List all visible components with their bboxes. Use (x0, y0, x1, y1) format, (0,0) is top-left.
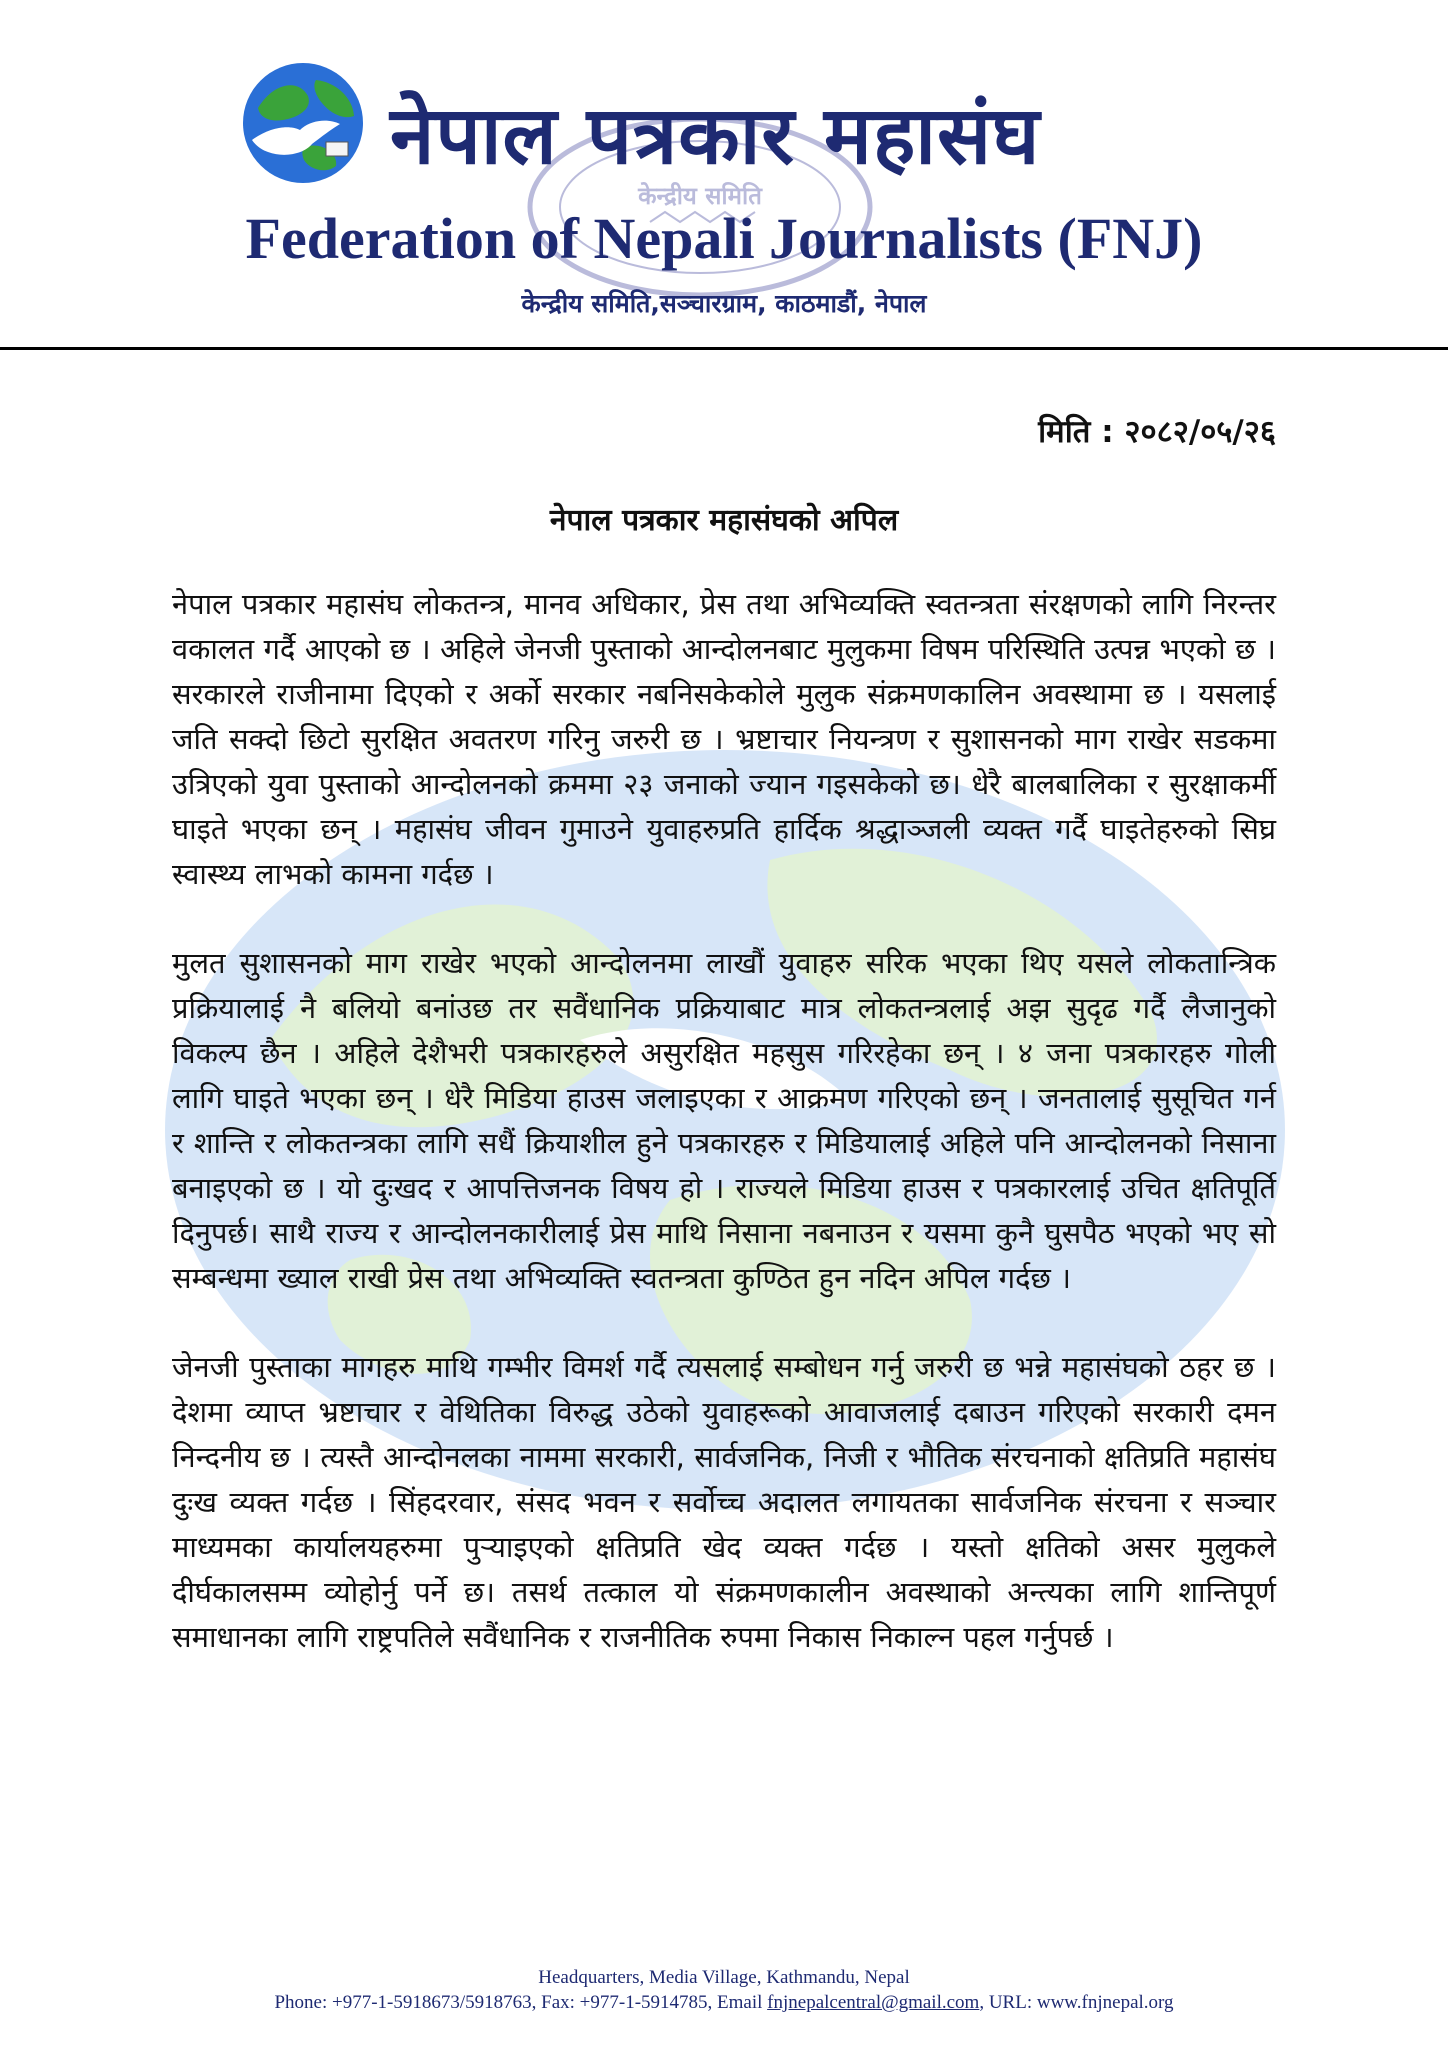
org-name-nepali: नेपाल पत्रकार महासंघ (390, 89, 1041, 182)
letterhead (0, 0, 1448, 352)
document-title: नेपाल पत्रकार महासंघको अपिल (549, 503, 899, 538)
body-paragraph: नेपाल पत्रकार महासंघ लोकतन्त्र, मानव अधिकार, प्रेस तथा अभिव्यक्ति स्वतन्त्रता संरक्षणको लागि निरन्तर वकालत गर्दै आएको छ । अहिले जेनजी पुस्ताको आन्दोलनबाट मुलुकमा विषम परिस्थिति उत्पन्न भएको छ । सरकारले राजीनामा दिएको र अर्को सरकार नबनिसकेकोले मुलुक संक्रमणकालिन अवस्थामा छ । यसलाई जति सक्दो छिटो सुरक्षित अवतरण गरिनु जरुरी छ । भ्रष्टाचार नियन्त्रण र सुशासनको माग राखेर सडकमा उत्रिएको युवा पुस्ताको आन्दोलनको क्रममा २३ जनाको ज्यान गइसकेको छ। धेरै बालबालिका र सुरक्षाकर्मी घाइते भएका छन् । महासंघ जीवन गुमाउने युवाहरुप्रति हार्दिक श्रद्धाञ्जली व्यक्त गर्दै घाइतेहरुको सिघ्र स्वास्थ्य लाभको कामना गर्दछ । (172, 587, 1276, 891)
document-body (172, 582, 1276, 1704)
stamp-text: केन्द्रीय समिति (638, 182, 762, 210)
body-paragraph: जेनजी पुस्ताका मागहरु माथि गम्भीर विमर्श गर्दै त्यसलाई सम्बोधन गर्नु जरुरी छ भन्ने महासंघको ठहर छ । देशमा व्याप्त भ्रष्टाचार र वेथितिका विरुद्ध उठेको युवाहरूको आवाजलाई दबाउन गरिएको सरकारी दमन निन्दनीय छ । त्यस्तै आन्दोनलका नाममा सरकारी, सार्वजनिक, निजी र भौतिक संरचनाको क्षतिप्रति महासंघ दुःख व्यक्त गर्दछ । सिंहदरवार, संसद भवन र सर्वोच्च अदालत लगायतका सार्वजनिक संरचना र सञ्चार माध्यमका कार्यालयहरुमा पुऱ्याइएको क्षतिप्रति खेद व्यक्त गर्दछ । यस्तो क्षतिको असर मुलुकले दीर्घकालसम्म व्योहोर्नु पर्ने छ। तसर्थ तत्काल यो संक्रमणकालीन अवस्थाको अन्त्यका लागि शान्तिपूर्ण समाधानका लागि राष्ट्रपतिले सवैंधानिक र राजनीतिक रुपमा निकास निकाल्न पहल गर्नुपर्छ । (172, 1350, 1276, 1654)
footer-contact: Phone: +977-1-5918673/5918763, Fax: +977-1-5914785, Email (274, 1992, 768, 2013)
body-paragraph: मुलत सुशासनको माग राखेर भएको आन्दोलनमा लाखौं युवाहरु सरिक भएका थिए यसले लोकतान्त्रिक प्रक्रियालाई नै बलियो बनांउछ तर सवैंधानिक प्रक्रियाबाट मात्र लोकतन्त्रलाई अझ सुदृढ गर्दै लैजानुको विकल्प छैन । अहिले देशैभरी पत्रकारहरुले असुरक्षित महसुस गरिरहेका छन् । ४ जना पत्रकारहरु गोली लागि घाइते भएका छन् । धेरै मिडिया हाउस जलाइएका र आक्रमण गरिएको छन् । जनतालाई सुसूचित गर्न र शान्ति र लोकतन्त्रका लागि सधैं क्रियाशील हुने पत्रकारहरु र मिडियालाई अहिले पनि आन्दोलनको निसाना बनाइएको छ । यो दुःखद र आपत्तिजनक विषय हो । राज्यले मिडिया हाउस र पत्रकारलाई उचित क्षतिपूर्ति दिनुपर्छ। साथै राज्य र आन्दोलनकारीलाई प्रेस माथि निसाना नबनाउन र यसमा कुनै घुसपैठ भएको भए सो सम्बन्धमा ख्याल राखी प्रेस तथा अभिव्यक्ति स्वतन्त्रता कुण्ठित हुन नदिन अपिल गर्दछ । (172, 946, 1276, 1295)
header-divider (0, 347, 1448, 350)
footer-headquarters: Headquarters, Media Village, Kathmandu, Nepal (538, 1967, 910, 1988)
footer-url: , URL: www.fnjnepal.org (979, 1992, 1174, 2013)
org-name-english: Federation of Nepali Journalists (FNJ) (245, 206, 1203, 271)
footer-email-link[interactable]: fnjnepalcentral@gmail.com (767, 1992, 980, 2013)
org-address: केन्द्रीय समिति,सञ्चारग्राम, काठमाडौं, नेपाल (521, 289, 927, 318)
footer (0, 1965, 1448, 2015)
globe-dove-logo-icon (238, 58, 368, 188)
document-date: मिति : २०८२/०५/२६ (1038, 414, 1276, 450)
